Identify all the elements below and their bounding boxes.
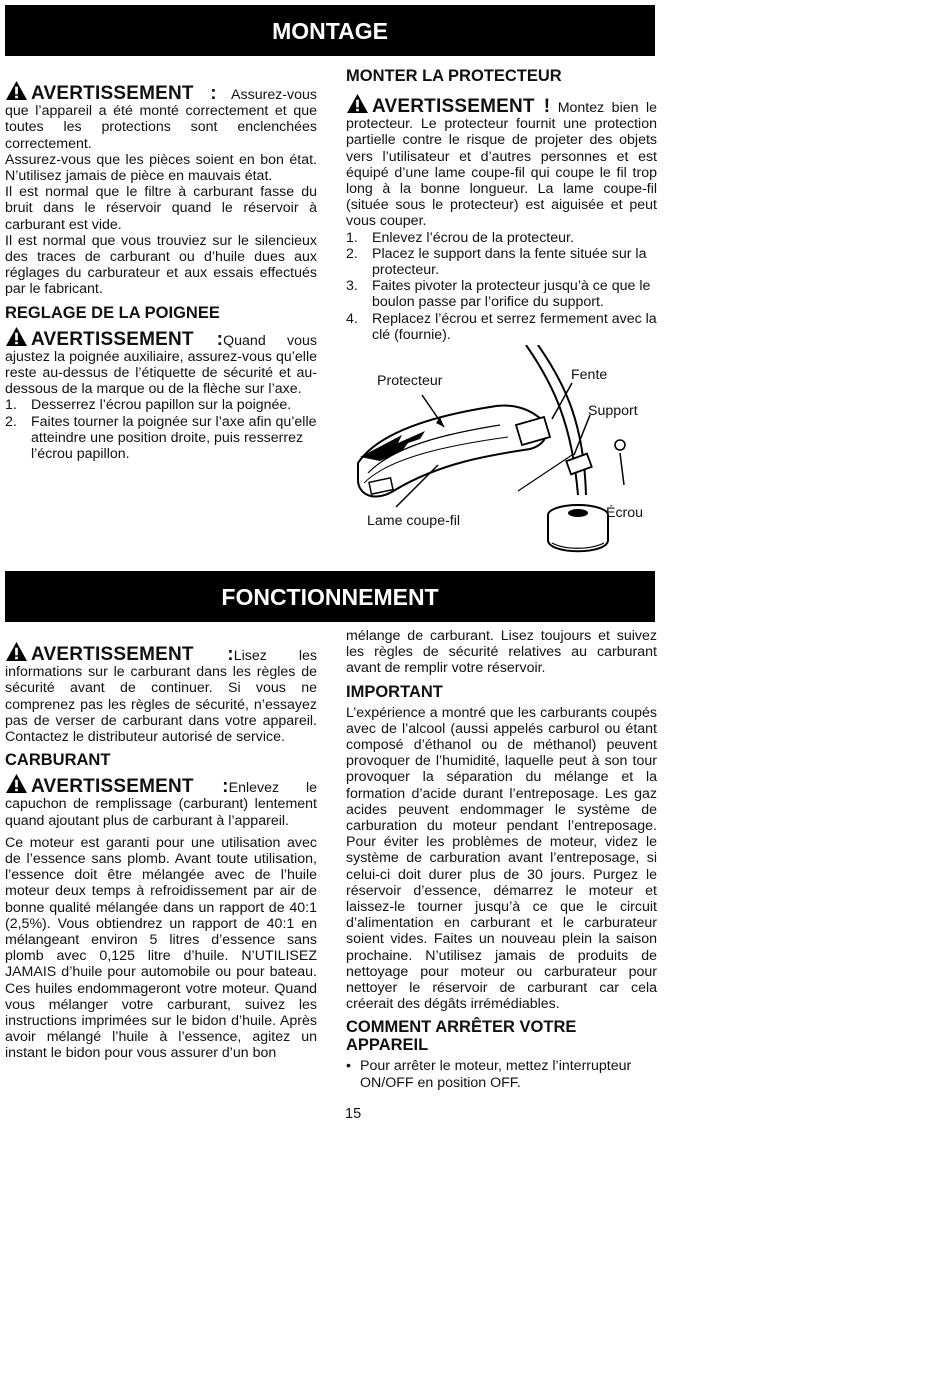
warning-icon — [5, 773, 28, 794]
step-number: 4. — [346, 310, 358, 327]
montage-left-column — [5, 80, 317, 462]
paragraph: Il est normal que vous trouviez sur le silencieux des traces de carburant ou d’huile dues aux réglages du carburateur et aux essais effectués par le fabricant. — [5, 232, 317, 298]
warning-guard — [346, 93, 657, 230]
page-number: 15 — [345, 1106, 362, 1122]
step-text: Placez le support dans la fente située sur la protecteur. — [372, 245, 647, 279]
warning-heading: AVERTISSEMENT : — [31, 83, 217, 104]
section-heading-important: IMPORTANT — [346, 682, 443, 701]
warning-text: Enlevez le capuchon de remplissage (carburant) lentement quand ajoutant plus de carburant à l’appareil. — [5, 780, 317, 829]
figure-label-support: Support — [588, 403, 638, 419]
fonctionnement-left-column — [5, 641, 317, 1062]
warning-text: Montez bien le protecteur. Le protecteur fournit une protection partielle contre le risque de projeter des objets vers l’utilisateur et d’autres personnes et est équipé d’une lame coupe-fil qui coupe le fil trop long à la bonne longueur. La lame coupe-fil (située sous le protecteur) est aiguisée et peut vous couper. — [346, 100, 657, 230]
warning-fuel-cap — [5, 773, 317, 829]
warning-fuel-rules — [5, 641, 317, 745]
paragraph: mélange de carburant. Lisez toujours et suivez les règles de sécurité relatives au carburant avant de remplir votre réservoir. — [346, 628, 657, 677]
list-item — [346, 311, 657, 343]
list-item — [346, 246, 657, 278]
step-number: 1. — [5, 397, 17, 414]
list-item — [346, 1058, 657, 1090]
figure-label-ecrou: Écrou — [606, 505, 644, 521]
handle-steps — [5, 397, 317, 462]
warning-text: Quand vous ajustez la poignée auxiliaire, assurez-vous qu’elle reste au-dessus de l’étiquette de sécurité et au-dessous de la marque ou de la flèche sur l’axe. — [5, 332, 317, 398]
fonctionnement-banner — [5, 571, 655, 622]
warning-icon — [346, 93, 369, 114]
montage-right-column — [346, 64, 657, 343]
bullet: • — [346, 1058, 351, 1075]
step-text: Faites tourner la poignée sur l’axe afin qu’elle atteindre une position droite, puis resserrez l’écrou papillon. — [31, 413, 317, 463]
fonctionnement-right-column — [346, 628, 657, 1091]
figure-label-fente: Fente — [571, 367, 608, 383]
section-heading-handle: REGLAGE DE LA POIGNEE — [5, 303, 220, 322]
warning-heading: AVERTISSEMENT ! — [372, 96, 551, 117]
fonctionnement-title: FONCTIONNEMENT — [221, 584, 439, 610]
step-text: Faites pivoter la protecteur jusqu’à ce que le boulon passe par l’orifice du support. — [372, 278, 651, 311]
guard-steps — [346, 230, 657, 343]
paragraph: L’expérience a montré que les carburants coupés avec de l’alcool (aussi appelés carburol ou étant composé d’éthanol ou de méthanol) peuvent provoquer de l’humidité, laquelle peut à son tour provoquer la séparation du mélange et la formation d’acide durant l’entreposage. Les gaz acides peuvent endommager le système de carburation du moteur pendant l’entreposage. Pour éviter les problèmes de moteur, videz le système de carburation avant l’entreposage, si celui-ci doit durer plus de 30 jours. Purgez le réservoir d’essence, démarrez le moteur et laissez-le tourner jusqu’à ce que le circuit d’alimentation en carburant et le carburateur soient vides. Faites un nouveau plein la saison prochaine. N’utilisez jamais de produits de nettoyage pour moteur ou carburateur pour nettoyer le réservoir de carburant car cela créerait des dégâts irrémédiables. — [346, 704, 657, 1013]
montage-title: MONTAGE — [272, 18, 388, 44]
paragraph: Assurez-vous que les pièces soient en bon état. N’utilisez jamais de pièce en mauvais état. — [5, 151, 317, 185]
step-text: Desserrez l’écrou papillon sur la poignée. — [31, 397, 292, 414]
step-number: 3. — [346, 278, 358, 295]
list-item — [5, 414, 317, 463]
guard-figure — [340, 345, 660, 565]
warning-heading: AVERTISSEMENT : — [31, 328, 224, 350]
list-item — [5, 397, 317, 413]
section-heading-stop: COMMENT ARRÊTER VOTRE APPAREIL — [346, 1018, 577, 1055]
list-item — [346, 278, 657, 310]
paragraph: Il est normal que le filtre à carburant fasse du bruit dans le réservoir quand le réservoir à carburant est vide. — [5, 184, 317, 233]
figure-label-protecteur: Protecteur — [377, 373, 443, 389]
warning-assembly — [5, 80, 317, 152]
step-text: Enlevez l’écrou de la protecteur. — [372, 229, 574, 246]
warning-heading: AVERTISSEMENT : — [31, 644, 234, 665]
warning-heading: AVERTISSEMENT : — [31, 776, 229, 798]
section-heading-carburant: CARBURANT — [5, 751, 111, 770]
bullet-text: Pour arrêter le moteur, mettez l’interrupteur ON/OFF en position OFF. — [360, 1058, 632, 1091]
warning-text: Assurez-vous que l’appareil a été monté correctement et que toutes les protections sont enclenchées correctement. — [5, 87, 317, 152]
section-heading-guard: MONTER LA PROTECTEUR — [346, 67, 562, 85]
step-number: 2. — [5, 413, 17, 430]
paragraph: Ce moteur est garanti pour une utilisation avec de l’essence sans plomb. Avant toute utilisation, l’essence doit être mélangée avec de l’huile moteur deux temps à refroidissement par air de bonne qualité mélangée dans un rapport de 40:1 (2,5%). Vous obtiendrez un rapport de 40:1 en mélangeant environ 5 litres d’essence sans plomb avec 0,125 litre d’huile. N’UTILISEZ JAMAIS d’huile pour automobile ou pour bateau. Ces huiles endommageront votre moteur. Quand vous mélanger votre carburant, suivez les instructions imprimées sur le bidon d’huile. Après avoir mélangé l’huile à l’essence, agitez un instant le bidon pour vous assurer d’un bon — [5, 834, 317, 1062]
warning-icon — [5, 641, 28, 662]
list-item — [346, 230, 657, 246]
figure-label-lame: Lame coupe-fil — [367, 513, 461, 529]
warning-icon — [5, 326, 28, 347]
warning-handle — [5, 326, 317, 398]
step-number: 2. — [346, 245, 358, 262]
step-text: Replacez l’écrou et serrez fermement avec la clé (fournie). — [372, 310, 657, 343]
warning-icon — [5, 80, 28, 101]
step-number: 1. — [346, 229, 358, 246]
stop-list — [346, 1058, 657, 1090]
montage-banner — [5, 5, 655, 56]
warning-text: Lisez les informations sur le carburant dans les règles de sécurité avant de continuer. Si vous ne comprenez pas les règles de sécurité, n’essayez pas de verser de carburant dans votre appareil. Contactez le distributeur autorisé de service. — [5, 648, 318, 746]
